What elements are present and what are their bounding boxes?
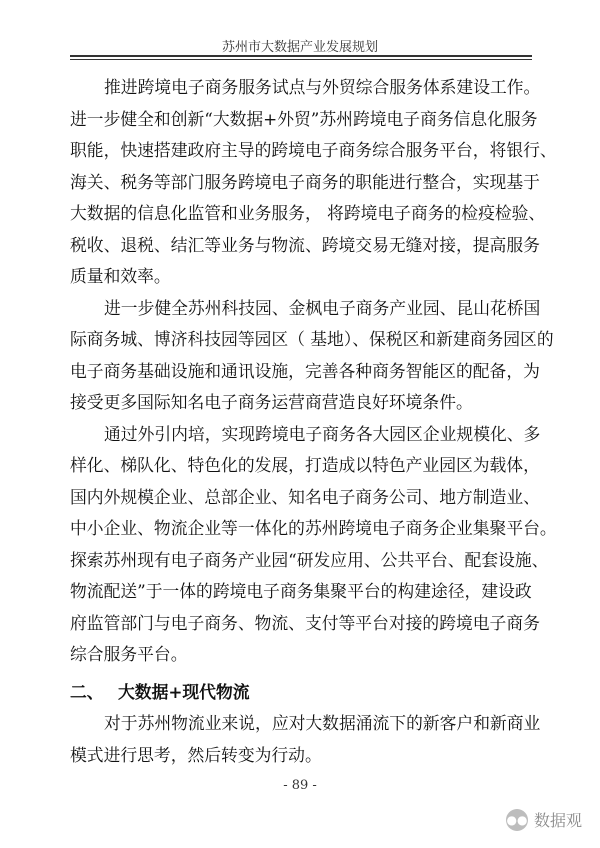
text-line: 际商务城、博济科技园等园区（ 基地）、保税区和新建商务园区的 (70, 329, 554, 349)
text-line: 海关、税务等部门服务跨境电子商务的职能进行整合，实现基于 (70, 171, 540, 192)
text-line: 物流配送”于一体的跨境电子商务集聚平台的构建途径，建设政 (70, 581, 532, 601)
header-rule-thin (70, 59, 532, 60)
text-line: 模式进行思考，然后转变为行动。 (70, 744, 322, 765)
wechat-icon: ●● (506, 809, 528, 831)
text-line: 进一步健全和创新“大数据+外贸”苏州跨境电子商务信息化服务 (70, 108, 538, 129)
text-line: 推进跨境电子商务服务试点与外贸综合服务体系建设工作。 (104, 77, 541, 97)
section-title: 大数据+现代物流 (118, 681, 250, 702)
paragraph-logistics (70, 708, 541, 771)
paragraph-enterprise-cluster (70, 419, 557, 671)
text-line: 质量和效率。 (70, 266, 171, 286)
paragraph-park-infrastructure (70, 293, 554, 419)
running-header: 苏州市大数据产业发展规划 (221, 40, 378, 55)
text-line: 样化、梯队化、特色化的发展，打造成以特色产业园区为载体， (70, 455, 540, 475)
text-line: 综合服务平台。 (70, 644, 188, 664)
document-body (70, 72, 557, 771)
text-line: 接受更多国际知名电子商务运营商营造良好环境条件。 (70, 392, 473, 412)
text-line: 国内外规模企业、总部企业、知名电子商务公司、地方制造业、 (70, 486, 540, 507)
header-rule-thick (70, 55, 532, 57)
text-line: 府监管部门与电子商务、物流、支付等平台对接的跨境电子商务 (70, 612, 540, 633)
section-heading (70, 677, 532, 709)
text-line: 电子商务基础设施和通讯设施，完善各种商务智能区的配备，为 (70, 360, 540, 381)
page-number: - 89 - (283, 778, 317, 793)
paragraph-cross-border-pilot (70, 72, 557, 293)
text-line: 大数据的信息化监管和业务服务， 将跨境电子商务的检疫检验、 (70, 203, 546, 223)
watermark (506, 808, 582, 831)
text-line: 职能，快速搭建政府主导的跨境电子商务综合服务平台，将银行、 (70, 140, 557, 160)
text-line: 探索苏州现有电子商务产业园“研发应用、公共平台、配套设施、 (70, 549, 549, 570)
text-line: 税收、退税、结汇等业务与物流、跨境交易无缝对接，提高服务 (70, 234, 540, 255)
watermark-text: 数据观 (533, 811, 582, 830)
text-line: 通过外引内培，实现跨境电子商务各大园区企业规模化、多 (104, 423, 541, 444)
text-line: 中小企业、物流企业等一体化的苏州跨境电子商务企业集聚平台。 (70, 518, 557, 538)
section-number: 二、 (70, 681, 104, 702)
text-line: 进一步健全苏州科技园、金枫电子商务产业园、昆山花桥国 (104, 297, 541, 318)
text-line: 对于苏州物流业来说，应对大数据涌流下的新客户和新商业 (104, 713, 541, 733)
